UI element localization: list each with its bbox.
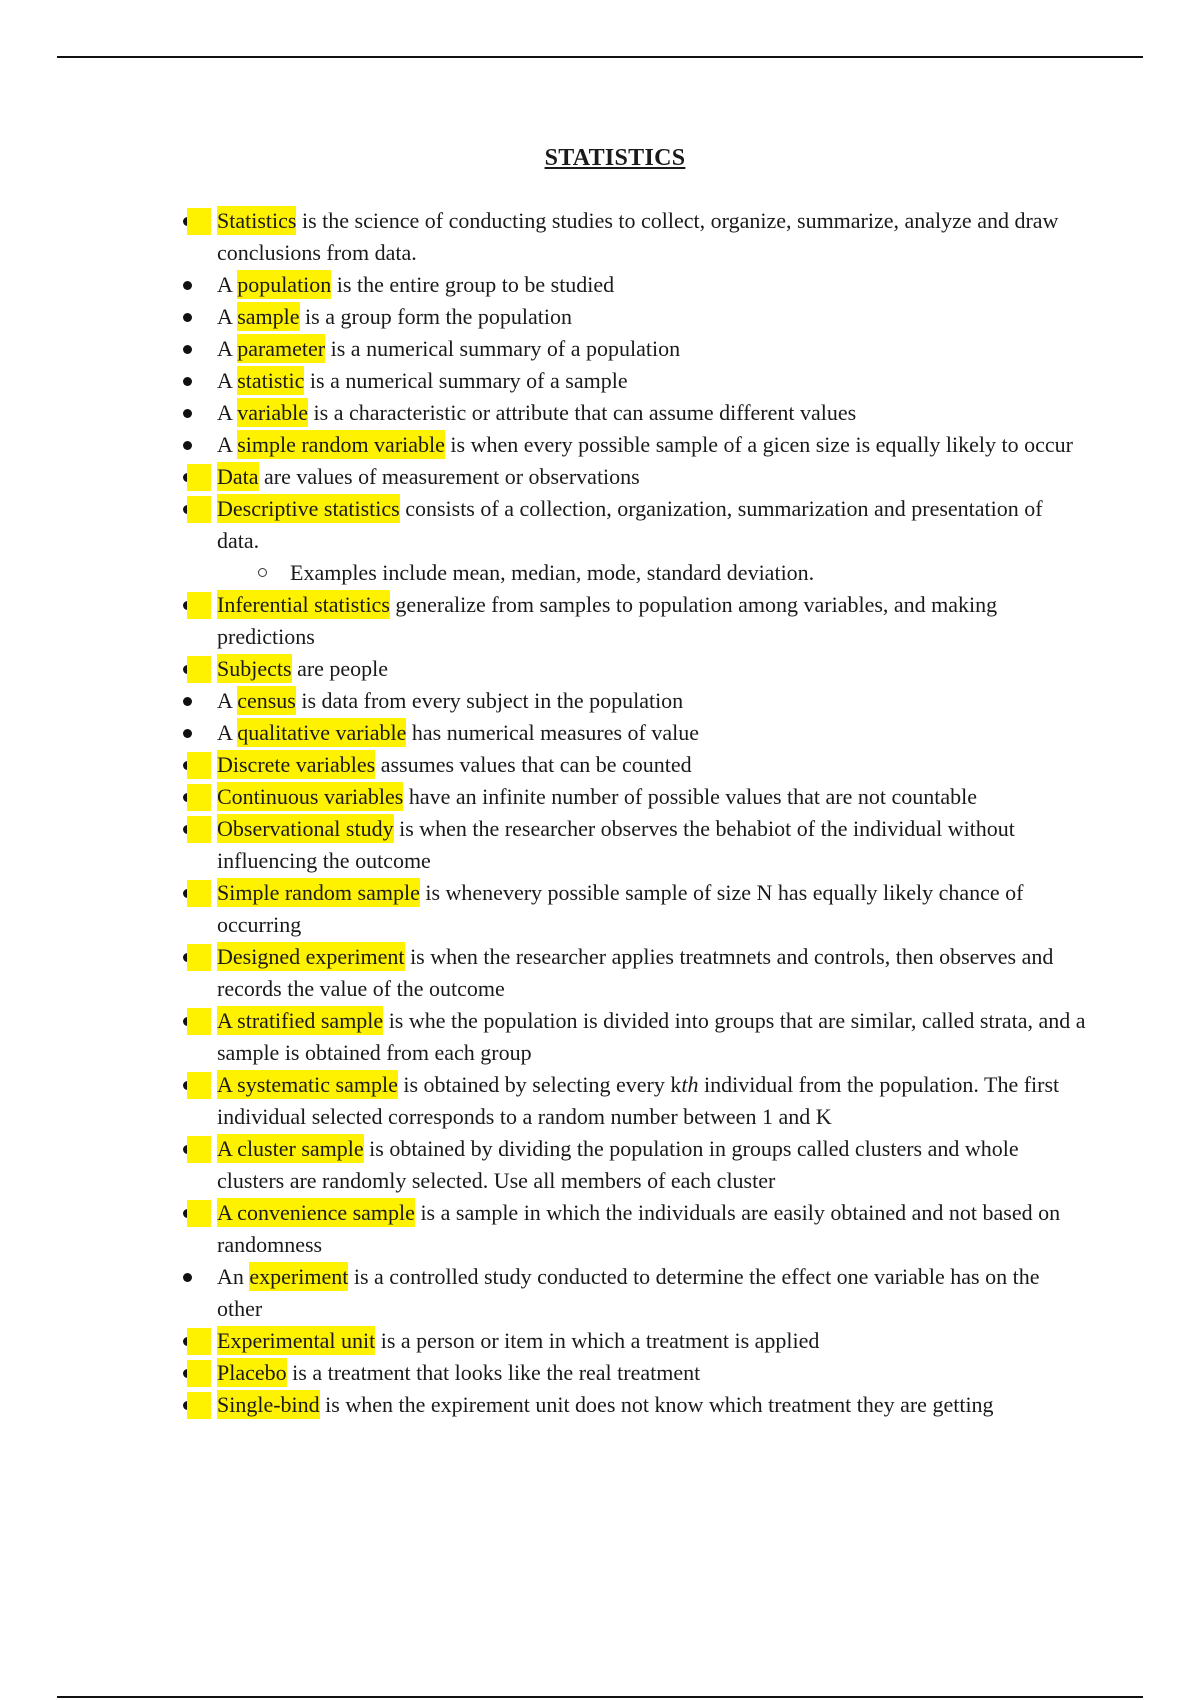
highlighted-term: Descriptive statistics (217, 496, 400, 521)
top-rule (57, 56, 1143, 58)
bullet-icon (183, 1209, 192, 1218)
highlighted-term: Subjects (217, 656, 292, 681)
list-item: A statistic is a numerical summary of a sample (0, 365, 1087, 397)
list-item: A variable is a characteristic or attribute that can assume different values (0, 397, 1087, 429)
list-item: A sample is a group form the population (0, 301, 1087, 333)
highlighted-term: Statistics (217, 208, 297, 233)
list-item: Designed experiment is when the researcher applies treatmnets and controls, then observes and records the value of the outcome (0, 941, 1087, 1005)
highlighted-term: A convenience sample (217, 1200, 415, 1225)
highlighted-term: Inferential statistics (217, 592, 390, 617)
page-title: STATISTICS (544, 145, 686, 171)
list-item: Statistics is the science of conducting studies to collect, organize, summarize, analyze and draw conclusions from data. (0, 205, 1087, 269)
highlighted-term: Experimental unit (217, 1328, 376, 1353)
highlighted-term: simple random variable (237, 432, 445, 457)
definition-list (0, 205, 1090, 1421)
highlighted-term: Observational study (217, 816, 394, 841)
bullet-icon (183, 345, 192, 354)
bullet-icon (183, 601, 192, 610)
bottom-rule (57, 1696, 1143, 1698)
highlighted-term: Single-bind (217, 1392, 320, 1417)
bullet-icon (183, 665, 192, 674)
bullet-icon (183, 761, 192, 770)
highlighted-term: population (237, 272, 332, 297)
list-item: A parameter is a numerical summary of a population (0, 333, 1087, 365)
highlighted-term: Discrete variables (217, 752, 376, 777)
highlighted-term: statistic (237, 368, 305, 393)
bullet-icon (183, 1401, 192, 1410)
highlighted-term: sample (237, 304, 300, 329)
list-item: Simple random sample is whenevery possible sample of size N has equally likely chance of occurring (0, 877, 1087, 941)
list-item: Continuous variables have an infinite number of possible values that are not countable (0, 781, 1087, 813)
highlighted-term: A cluster sample (217, 1136, 364, 1161)
list-item: Observational study is when the researcher observes the behabiot of the individual without influencing the outcome (0, 813, 1087, 877)
bullet-icon (183, 313, 192, 322)
highlighted-term: qualitative variable (237, 720, 407, 745)
bullet-icon (183, 697, 192, 706)
bullet-icon (183, 505, 192, 514)
list-item: Descriptive statistics consists of a collection, organization, summarization and presentation of data. (0, 493, 1087, 557)
bullet-icon (183, 953, 192, 962)
highlighted-term: Simple random sample (217, 880, 420, 905)
list-item: Discrete variables assumes values that can be counted (0, 749, 1087, 781)
highlighted-term: Continuous variables (217, 784, 404, 809)
highlighted-term: Designed experiment (217, 944, 405, 969)
highlighted-term: parameter (237, 336, 326, 361)
list-item: A census is data from every subject in the population (0, 685, 1087, 717)
bullet-icon (183, 825, 192, 834)
bullet-icon (183, 441, 192, 450)
bullet-icon (183, 889, 192, 898)
list-item: Data are values of measurement or observations (0, 461, 1087, 493)
list-item: Placebo is a treatment that looks like the real treatment (0, 1357, 1087, 1389)
list-item: Inferential statistics generalize from samples to population among variables, and making predictions (0, 589, 1087, 653)
highlighted-term: experiment (249, 1264, 349, 1289)
list-item: A population is the entire group to be studied (0, 269, 1087, 301)
bullet-icon (183, 217, 192, 226)
bullet-icon (183, 793, 192, 802)
highlighted-term: A stratified sample (217, 1008, 384, 1033)
highlighted-term: variable (237, 400, 309, 425)
hollow-bullet-icon (258, 568, 267, 577)
bullet-icon (183, 473, 192, 482)
bullet-icon (183, 281, 192, 290)
bullet-icon (183, 377, 192, 386)
list-item: An experiment is a controlled study conducted to determine the effect one variable has on the other (0, 1261, 1087, 1325)
bullet-icon (183, 1081, 192, 1090)
highlighted-term: Placebo (217, 1360, 287, 1385)
bullet-icon (183, 1145, 192, 1154)
bullet-icon (183, 409, 192, 418)
bullet-icon (183, 1273, 192, 1282)
highlighted-term: Data (217, 464, 259, 489)
highlighted-term: A systematic sample (217, 1072, 398, 1097)
list-item: A qualitative variable has numerical measures of value (0, 717, 1087, 749)
list-item: Subjects are people (0, 653, 1087, 685)
list-item: A convenience sample is a sample in which the individuals are easily obtained and not based on randomness (0, 1197, 1087, 1261)
highlighted-term: census (237, 688, 296, 713)
bullet-icon (183, 1017, 192, 1026)
bullet-icon (183, 1337, 192, 1346)
bullet-icon (183, 1369, 192, 1378)
sub-list-item: Examples include mean, median, mode, standard deviation. (0, 557, 1090, 589)
list-item: A simple random variable is when every possible sample of a gicen size is equally likely to occur (0, 429, 1087, 461)
list-item: A systematic sample is obtained by selecting every kth individual from the population. The first individual selected corresponds to a random number between 1 and K (0, 1069, 1087, 1133)
list-item: Experimental unit is a person or item in which a treatment is applied (0, 1325, 1087, 1357)
bullet-icon (183, 729, 192, 738)
list-item: A stratified sample is whe the population is divided into groups that are similar, called strata, and a sample is obtained from each group (0, 1005, 1087, 1069)
list-item: Single-bind is when the expirement unit does not know which treatment they are getting (0, 1389, 1087, 1421)
list-item: A cluster sample is obtained by dividing the population in groups called clusters and whole clusters are randomly selected. Use all members of each cluster (0, 1133, 1087, 1197)
